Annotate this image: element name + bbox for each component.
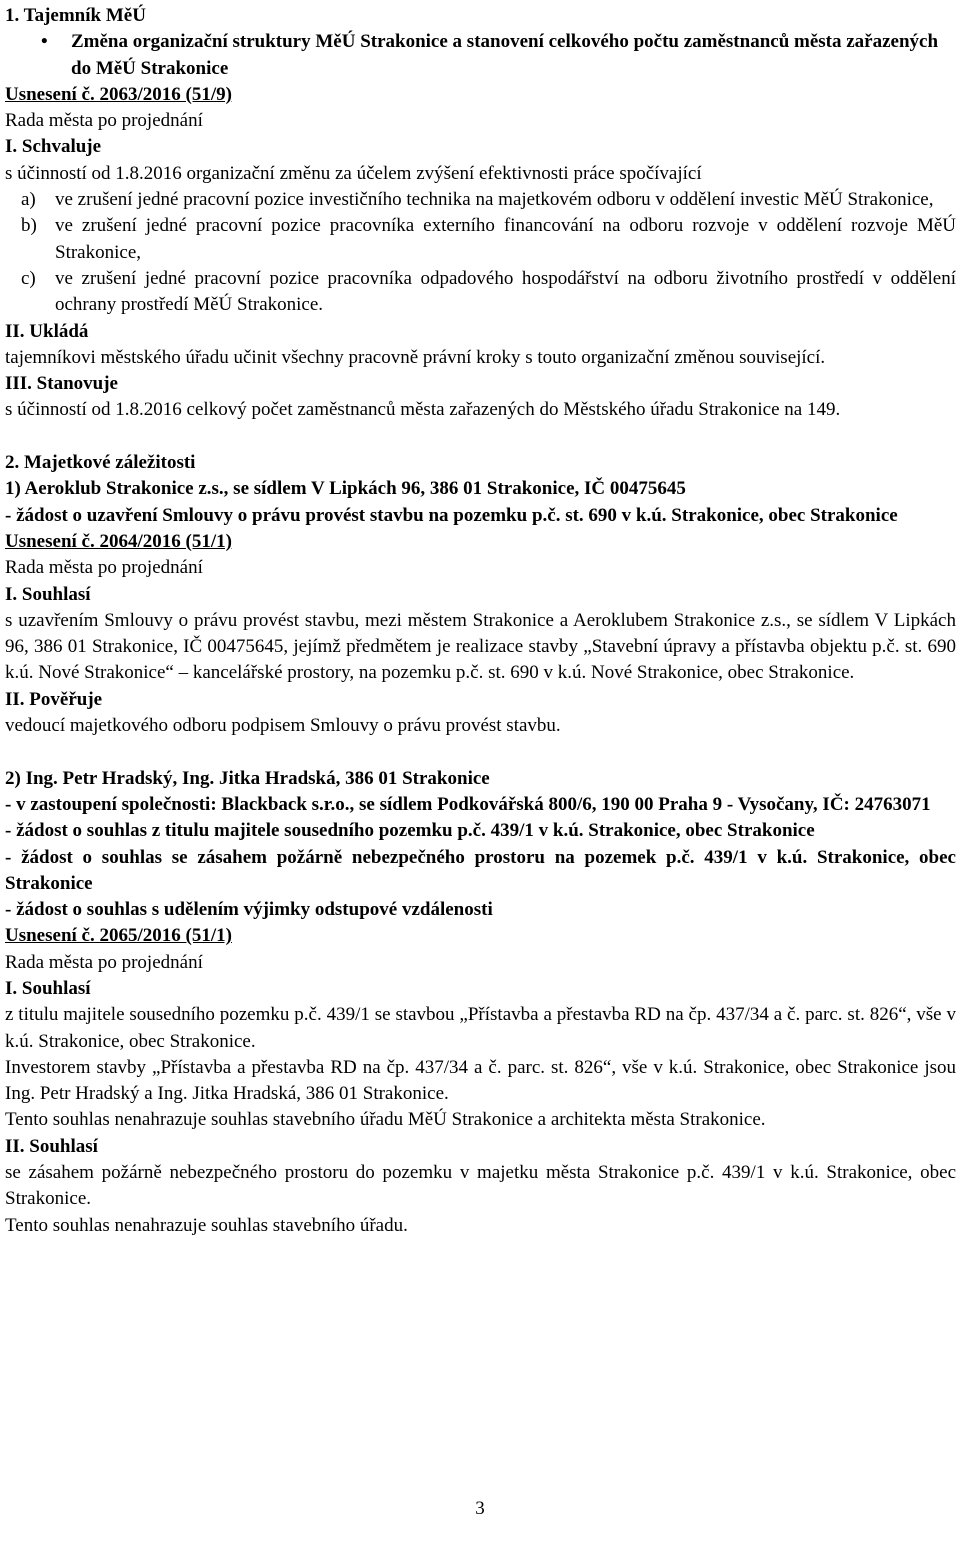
- council-line-2: Rada města po projednání: [5, 557, 203, 579]
- list-item: [21, 213, 956, 266]
- list-item-label: c): [21, 267, 36, 289]
- resolution-2065: Usnesení č. 2065/2016 (51/1): [5, 925, 232, 947]
- s2b-point-1-title: I. Souhlasí: [5, 977, 91, 999]
- list-item: [21, 266, 956, 319]
- list-item-label: b): [21, 215, 37, 237]
- s2b-request-2: - žádost o souhlas se zásahem požárně nebezpečného prostoru na pozemek p.č. 439/1 v k.ú. Strakonice, obec Strakonice: [5, 846, 956, 894]
- s1-point-1-title: I. Schvaluje: [5, 136, 102, 158]
- list-item: [21, 187, 956, 213]
- s2a-applicant: 1) Aeroklub Strakonice z.s., se sídlem V Lipkách 96, 386 01 Strakonice, IČ 00475645: [5, 478, 686, 500]
- s2a-point-2-text: vedoucí majetkového odboru podpisem Smlouvy o právu provést stavbu.: [5, 715, 561, 737]
- section-1-heading: 1. Tajemník MěÚ: [5, 5, 146, 26]
- resolution-2064: Usnesení č. 2064/2016 (51/1): [5, 530, 232, 552]
- s1-point-1-intro: s účinností od 1.8.2016 organizační změnu za účelem zvýšení efektivnosti práce spočívající: [5, 162, 702, 184]
- spacer: [5, 424, 956, 450]
- s2b-applicant: 2) Ing. Petr Hradský, Ing. Jitka Hradská, 386 01 Strakonice: [5, 767, 490, 789]
- s2b-point-1-text-1: z titulu majitele sousedního pozemku p.č. 439/1 se stavbou „Přístavba a přestavba RD na čp. 437/34 a č. parc. st. 826“, vše v k.ú. Strakonice, obec Strakonice.: [5, 1004, 956, 1052]
- s2b-point-2-text-2: Tento souhlas nenahrazuje souhlas stavebního úřadu.: [5, 1214, 408, 1236]
- resolution-2063: Usnesení č. 2063/2016 (51/9): [5, 83, 232, 105]
- s1-point-3-title: III. Stanovuje: [5, 373, 118, 395]
- s1-point-3-text: s účinností od 1.8.2016 celkový počet zaměstnanců města zařazených do Městského úřadu Strakonice na 149.: [5, 399, 841, 421]
- bullet-icon: •: [41, 31, 48, 53]
- list-item-text: ve zrušení jedné pracovní pozice pracovníka externího financování na odboru rozvoje v oddělení rozvoje MěÚ Strakonice,: [55, 215, 956, 263]
- list-item-text: ve zrušení jedné pracovní pozice pracovníka odpadového hospodářství na odboru životního prostředí v oddělení ochrany prostředí MěÚ Strakonice.: [55, 267, 956, 316]
- council-line-3: Rada města po projednání: [5, 951, 203, 973]
- council-line-1: Rada města po projednání: [5, 110, 203, 132]
- s2b-point-1-text-3: Tento souhlas nenahrazuje souhlas stavebního úřadu MěÚ Strakonice a architekta města Strakonice.: [5, 1109, 766, 1131]
- list-item-text: ve zrušení jedné pracovní pozice investičního technika na majetkovém odboru v oddělení investic MěÚ Strakonice,: [55, 189, 934, 211]
- document-page: [5, 3, 956, 1239]
- section-1-bullet: [41, 29, 956, 82]
- s1-point-2-text: tajemníkovi městského úřadu učinit všechny pracovně právní kroky s touto organizační změnou související.: [5, 346, 826, 368]
- s1-point-2-title: II. Ukládá: [5, 320, 89, 342]
- s2a-point-2-title: II. Pověřuje: [5, 688, 103, 710]
- page-number: 3: [475, 1498, 485, 1519]
- s2a-request: - žádost o uzavření Smlouvy o právu provést stavbu na pozemku p.č. st. 690 v k.ú. Strakonice, obec Strakonice: [5, 504, 898, 526]
- spacer: [5, 739, 956, 765]
- s2b-point-2-title: II. Souhlasí: [5, 1135, 98, 1157]
- s2a-point-1-title: I. Souhlasí: [5, 583, 91, 605]
- section-1-bullet-text: Změna organizační struktury MěÚ Strakonice a stanovení celkového počtu zaměstnanců města zařazených do MěÚ Strakonice: [71, 31, 939, 79]
- s2b-representation: - v zastoupení společnosti: Blackback s.r.o., se sídlem Podkovářská 800/6, 190 00 Praha 9 - Vysočany, IČ: 24763071: [5, 793, 931, 815]
- s2b-point-1-text-2: Investorem stavby „Přístavba a přestavba RD na čp. 437/34 a č. parc. st. 826“, vše v k.ú. Strakonice, obec Strakonice jsou Ing. Petr Hradský a Ing. Jitka Hradská, 386 01 Strakonice.: [5, 1056, 956, 1105]
- section-2-heading: 2. Majetkové záležitosti: [5, 452, 196, 474]
- s2a-point-1-text: s uzavřením Smlouvy o právu provést stavbu, mezi městem Strakonice a Aeroklubem Strakonice z.s., se sídlem V Lipkách 96, 386 01 Strakonice, IČ 00475645, jejímž předmětem je realizace stavby „Stavební úpravy a přístavba objektu p.č. st. 690 k.ú. Nové Strakonice“ – kancelářské prostory, na pozemku p.č. st. 690 v k.ú. Nové Strakonice, obec Strakonice.: [5, 609, 956, 684]
- s2b-point-2-text-1: se zásahem požárně nebezpečného prostoru do pozemku v majetku města Strakonice p.č. 439/1 v k.ú. Strakonice, obec Strakonice.: [5, 1162, 956, 1210]
- s2b-request-3: - žádost o souhlas s udělením výjimky odstupové vzdálenosti: [5, 899, 493, 921]
- s1-item-list: [5, 187, 956, 318]
- list-item-label: a): [21, 189, 36, 211]
- s2b-request-1: - žádost o souhlas z titulu majitele sousedního pozemku p.č. 439/1 v k.ú. Strakonice, obec Strakonice: [5, 820, 815, 842]
